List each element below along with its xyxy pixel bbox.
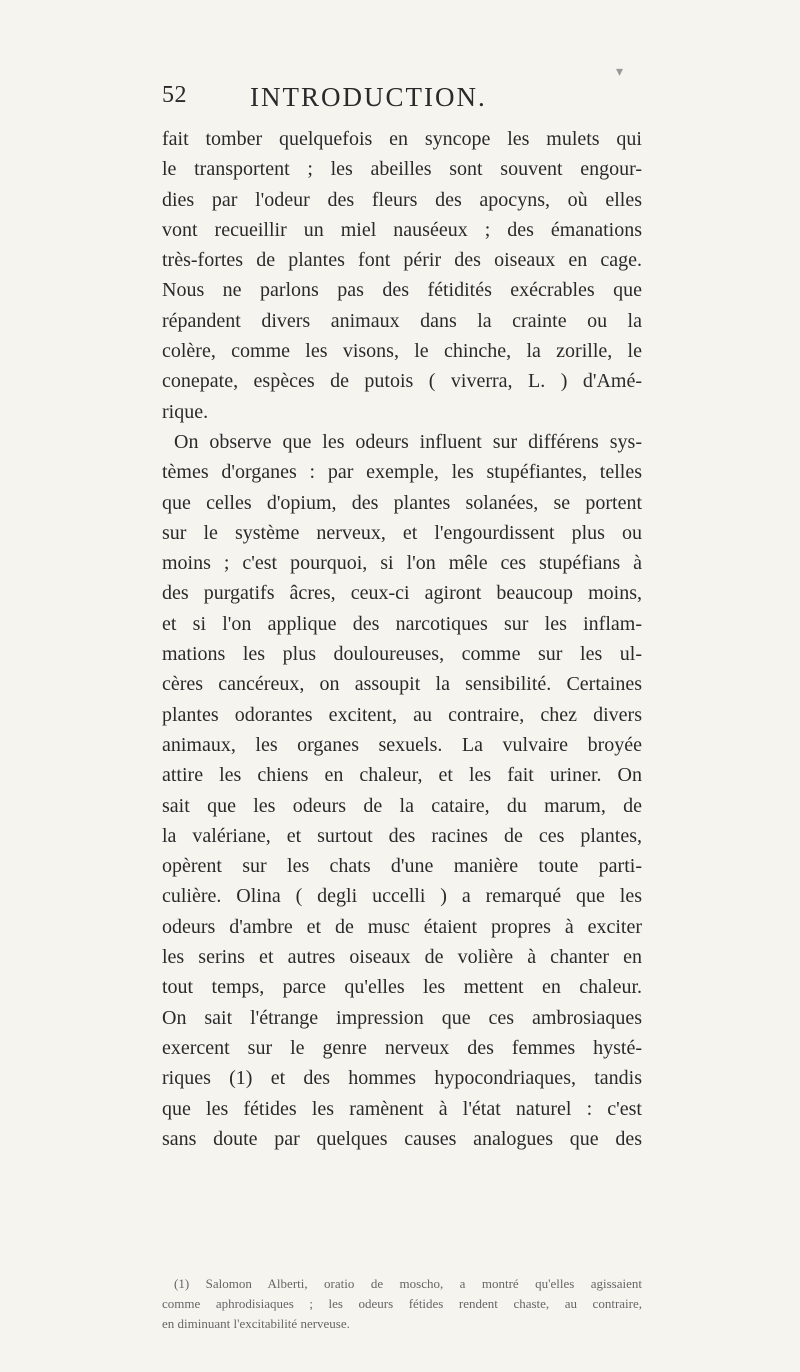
text-line: conepate, espèces de putois ( viverra, L. ) d'Amé- — [162, 370, 642, 393]
page-header — [162, 82, 642, 112]
running-title: INTRODUCTION. — [250, 82, 487, 112]
text-line: fait tomber quelquefois en syncope les mulets qui — [162, 128, 642, 150]
text-line: cères cancéreux, on assoupit la sensibilité. Certaines — [162, 673, 642, 696]
text-line: tout temps, parce qu'elles les mettent en chaleur. — [162, 976, 642, 999]
text-line: attire les chiens en chaleur, et les fait uriner. On — [162, 764, 642, 787]
text-line: très-fortes de plantes font périr des oiseaux en cage. — [162, 249, 642, 272]
text-line: rique. — [162, 400, 209, 423]
footnotes — [162, 1274, 642, 1334]
text-line: colère, comme les visons, le chinche, la zorille, le — [162, 340, 642, 363]
margin-mark: ▾ — [616, 65, 624, 80]
footnote-line: (1) Salomon Alberti, oratio de moscho, a montré qu'elles agissaient — [174, 1276, 642, 1291]
text-line: que les fétides les ramènent à l'état naturel : c'est — [162, 1097, 642, 1120]
text-line: vont recueillir un miel nauséeux ; des émanations — [162, 218, 642, 241]
body-text — [162, 124, 642, 1154]
text-line: répandent divers animaux dans la crainte ou la — [162, 309, 642, 332]
text-line: le transportent ; les abeilles sont souvent engour- — [162, 158, 642, 181]
footnote-line: en diminuant l'excitabilité nerveuse. — [162, 1316, 350, 1331]
text-line: opèrent sur les chats d'une manière toute parti- — [162, 855, 642, 878]
text-line: des purgatifs âcres, ceux-ci agiront beaucoup moins, — [162, 582, 642, 605]
text-line: On sait l'étrange impression que ces ambrosiaques — [162, 1006, 642, 1029]
text-line: plantes odorantes excitent, au contraire, chez divers — [162, 703, 642, 726]
text-line: culière. Olina ( degli uccelli ) a remarqué que les — [162, 885, 642, 908]
text-line: On observe que les odeurs influent sur différens sys- — [174, 430, 642, 453]
text-line: moins ; c'est pourquoi, si l'on mêle ces stupéfians à — [162, 552, 642, 575]
text-line: sans doute par quelques causes analogues que des — [162, 1127, 642, 1150]
text-line: Nous ne parlons pas des fétidités exécrables que — [162, 279, 642, 302]
text-line: et si l'on applique des narcotiques sur les inflam- — [162, 612, 642, 635]
text-line: riques (1) et des hommes hypocondriaques, tandis — [162, 1067, 642, 1090]
text-line: que celles d'opium, des plantes solanées, se portent — [162, 491, 642, 514]
text-line: la valériane, et surtout des racines de ces plantes, — [162, 824, 642, 847]
footnote-line: comme aphrodisiaques ; les odeurs fétides rendent chaste, au contraire, — [162, 1296, 642, 1311]
text-line: sait que les odeurs de la cataire, du marum, de — [162, 794, 642, 817]
text-line: les serins et autres oiseaux de volière à chanter en — [162, 946, 642, 969]
page-number: 52 — [162, 82, 187, 108]
text-line: animaux, les organes sexuels. La vulvaire broyée — [162, 733, 642, 756]
text-line: sur le système nerveux, et l'engourdissent plus ou — [162, 521, 642, 544]
text-line: exercent sur le genre nerveux des femmes hysté- — [162, 1036, 642, 1059]
text-line: mations les plus douloureuses, comme sur les ul- — [162, 643, 642, 666]
text-line: odeurs d'ambre et de musc étaient propres à exciter — [162, 915, 642, 938]
text-line: tèmes d'organes : par exemple, les stupéfiantes, telles — [162, 461, 642, 484]
text-line: dies par l'odeur des fleurs des apocyns, où elles — [162, 188, 642, 211]
